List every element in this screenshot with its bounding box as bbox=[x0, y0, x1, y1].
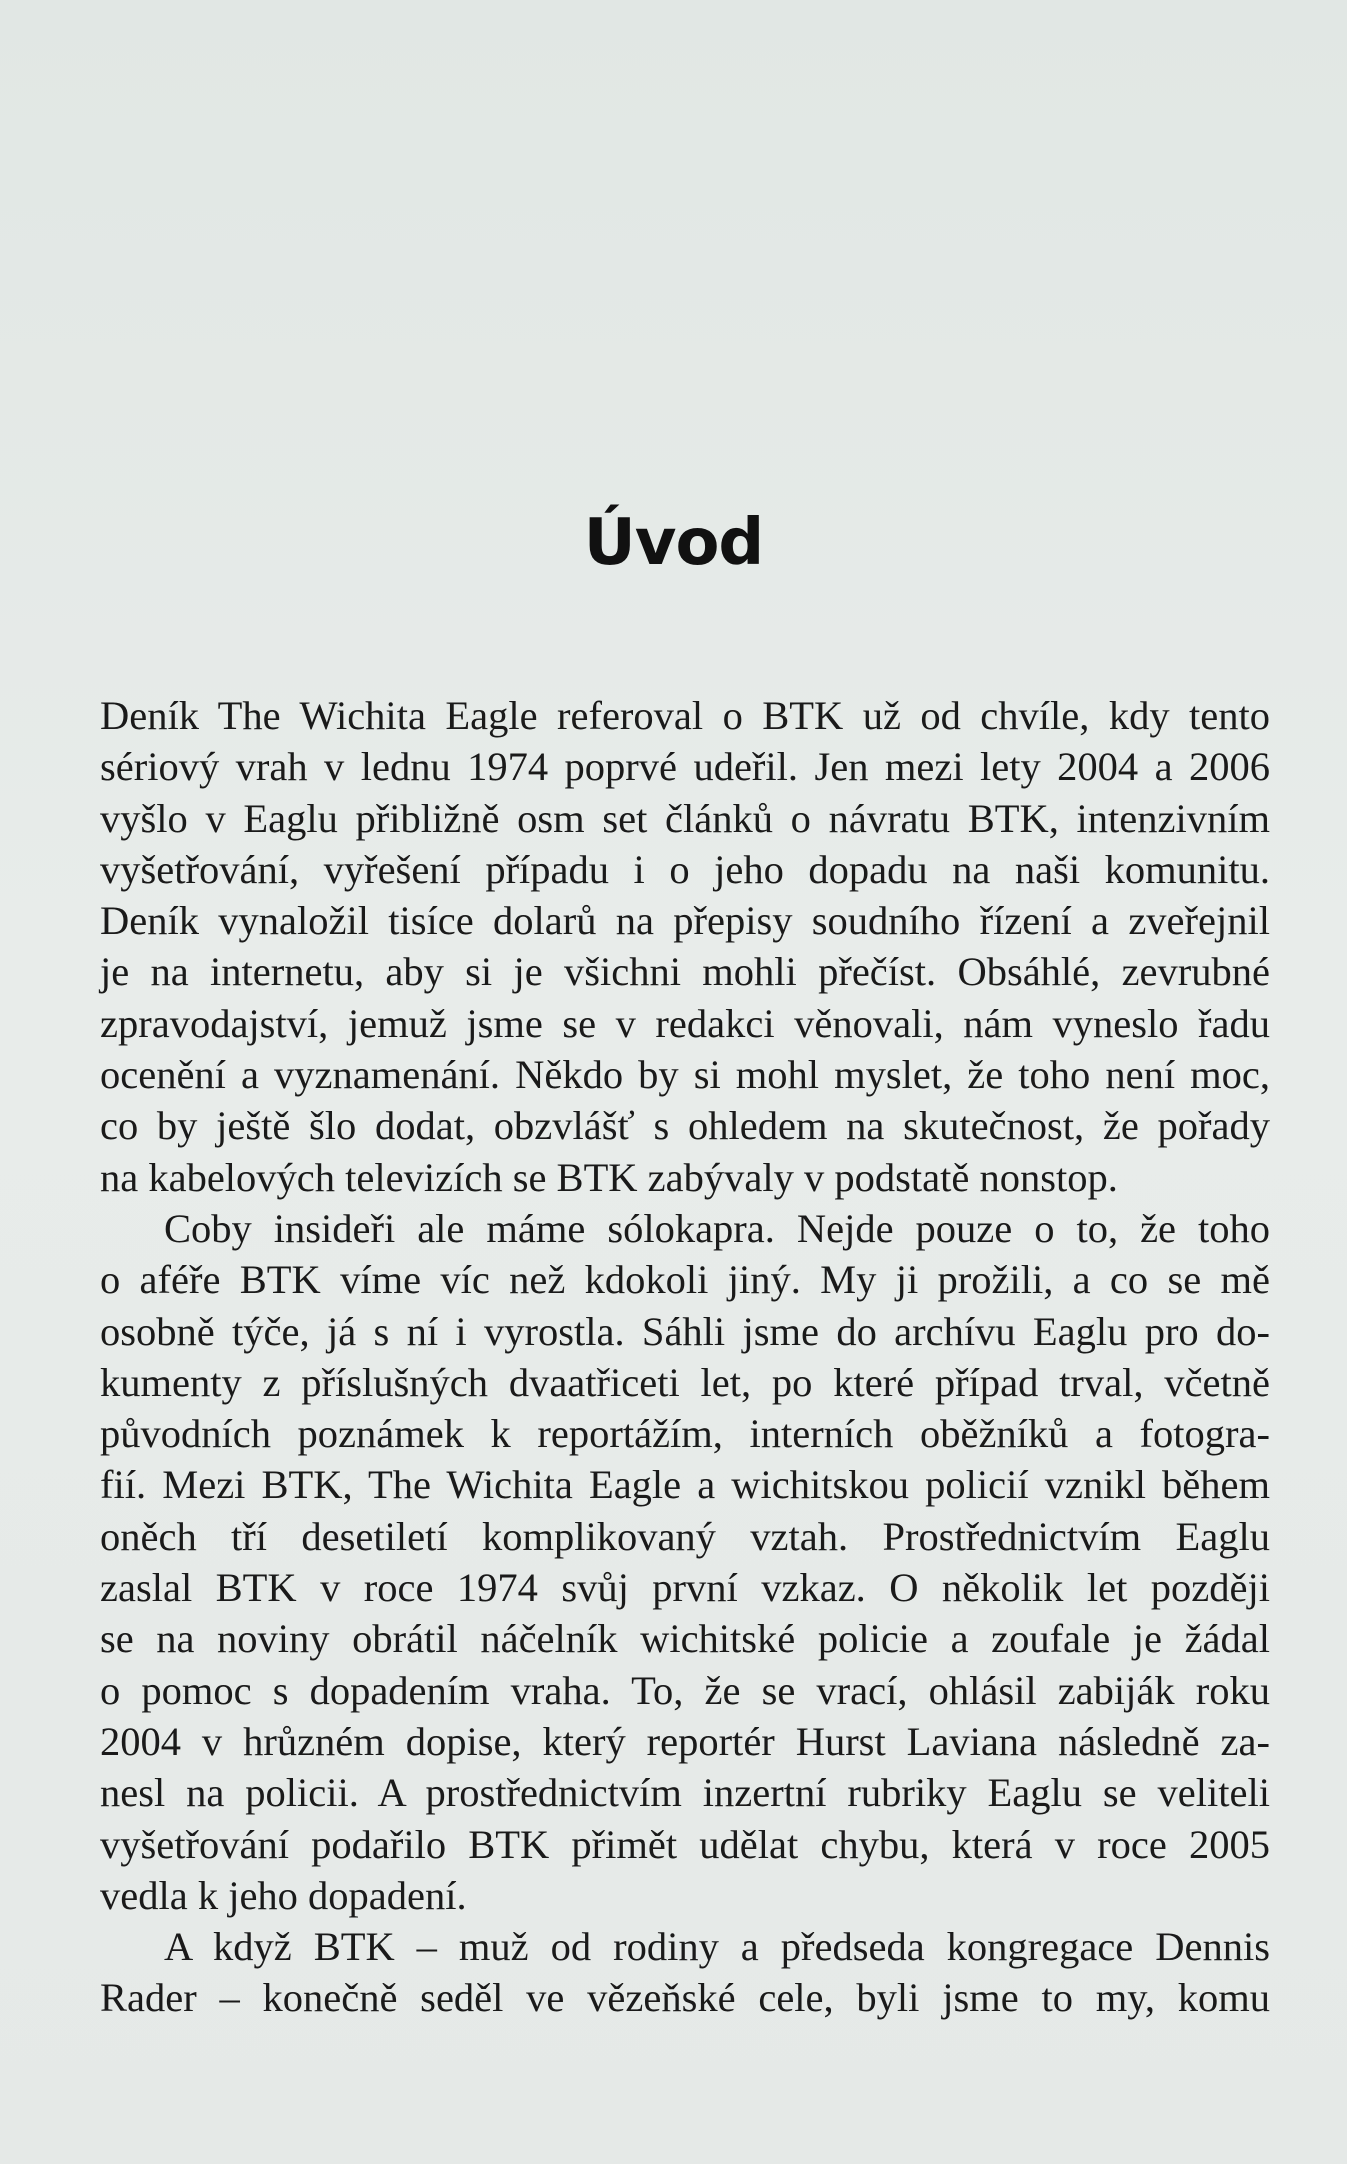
text-line: o pomoc s dopadením vraha. To, že se vrací, ohlásil zabiják roku bbox=[100, 1667, 1270, 1713]
text-line: co by ještě šlo dodat, obzvlášť s ohledem na skutečnost, že pořady bbox=[100, 1103, 1270, 1149]
text-line: A když BTK – muž od rodiny a předseda kongregace Dennis bbox=[164, 1924, 1270, 1970]
text-line: zpravodajství, jemuž jsme se v redakci věnovali, nám vyneslo řadu bbox=[100, 1000, 1270, 1046]
text-line: původních poznámek k reportážím, interních oběžníků a fotogra- bbox=[100, 1411, 1270, 1457]
text-line: vyšetřování, vyřešení případu i o jeho dopadu na naši komunitu. bbox=[100, 846, 1270, 892]
text-line: na kabelových televizích se BTK zabývaly v podstatě nonstop. bbox=[100, 1154, 1118, 1200]
text-line: se na noviny obrátil náčelník wichitské policie a zoufale je žádal bbox=[100, 1616, 1270, 1662]
text-line: sériový vrah v lednu 1974 poprvé udeřil. Jen mezi lety 2004 a 2006 bbox=[100, 744, 1270, 790]
body-text bbox=[100, 690, 1270, 2024]
text-line: je na internetu, aby si je všichni mohli přečíst. Obsáhlé, zevrubné bbox=[100, 949, 1270, 995]
text-line: kumenty z příslušných dvaatřiceti let, po které případ trval, včetně bbox=[100, 1359, 1270, 1405]
text-line: vyšetřování podařilo BTK přimět udělat chybu, která v roce 2005 bbox=[100, 1821, 1270, 1867]
text-line: zaslal BTK v roce 1974 svůj první vzkaz. O několik let později bbox=[100, 1565, 1270, 1611]
text-line: Deník vynaložil tisíce dolarů na přepisy soudního řízení a zveřejnil bbox=[100, 898, 1270, 944]
text-line: vedla k jeho dopadení. bbox=[100, 1872, 467, 1918]
text-line: o aféře BTK víme víc než kdokoli jiný. My ji prožili, a co se mě bbox=[100, 1257, 1270, 1303]
text-line: Deník The Wichita Eagle referoval o BTK už od chvíle, kdy tento bbox=[100, 693, 1270, 738]
text-line: ocenění a vyznamenání. Někdo by si mohl myslet, že toho není moc, bbox=[100, 1052, 1270, 1098]
text-line: Rader – konečně seděl ve vězeňské cele, byli jsme to my, komu bbox=[100, 1975, 1270, 2021]
text-line: oněch tří desetiletí komplikovaný vztah. Prostřednictvím Eaglu bbox=[100, 1513, 1270, 1559]
text-line: Coby insideři ale máme sólokapra. Nejde pouze o to, že toho bbox=[164, 1205, 1270, 1251]
chapter-title: Úvod bbox=[583, 506, 764, 580]
text-line: nesl na policii. A prostřednictvím inzertní rubriky Eaglu se veliteli bbox=[100, 1770, 1270, 1816]
text-line: vyšlo v Eaglu přibližně osm set článků o návratu BTK, intenzivním bbox=[100, 795, 1270, 841]
text-line: 2004 v hrůzném dopise, který reportér Hurst Laviana následně za- bbox=[100, 1718, 1270, 1764]
text-line: fií. Mezi BTK, The Wichita Eagle a wichitskou policií vznikl během bbox=[100, 1462, 1270, 1508]
text-line: osobně týče, já s ní i vyrostla. Sáhli jsme do archívu Eaglu pro do- bbox=[100, 1308, 1270, 1354]
